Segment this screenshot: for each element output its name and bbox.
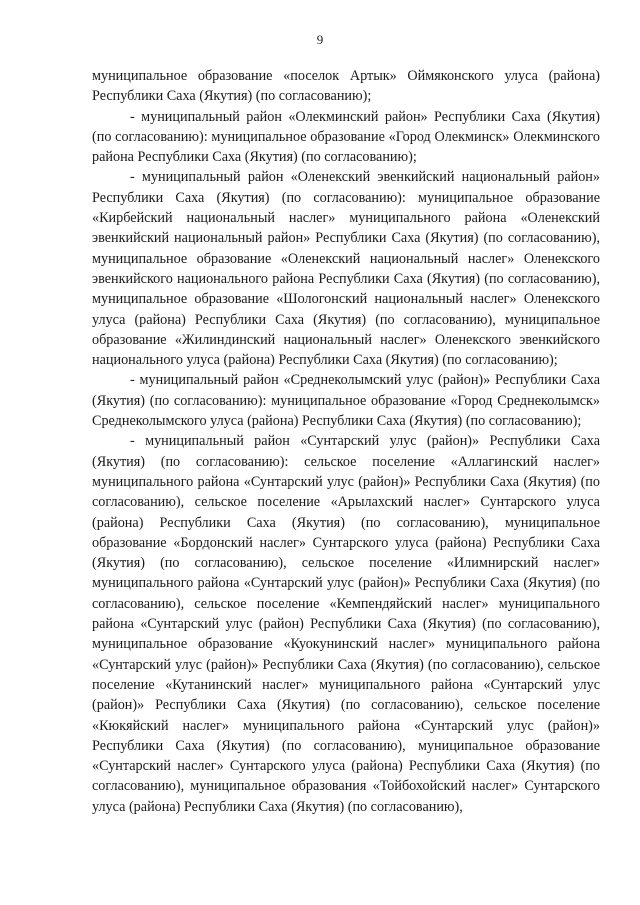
paragraph-oleneksky-district: - муниципальный район «Оленекский эвенкийский национальный район» Республики Саха (Якутия) (по согласованию): муниципальное образование «Кирбейский национальный наслег» муниципального района «Оленекский эвенкийский национальный район» Республики Саха (Якутия) (по согласованию), муниципальное образование «Оленекский национальный наслег» Оленекского эвенкийского национального района Республики Саха (Якутия) (по согласованию), муниципальное образование «Шологонский национальный наслег» Оленекского улуса (района) Республики Саха (Якутия) (по согласованию), муниципальное образование «Жилиндинский национальный наслег» Оленекского эвенкийского национального улуса (района) Республики Саха (Якутия) (по согласованию);: [92, 169, 600, 369]
paragraph-suntarsky-district: - муниципальный район «Сунтарский улус (район)» Республики Саха (Якутия) (по согласованию): сельское поселение «Аллагинский наслег» муниципального района «Сунтарский улус (район)» Республики Саха (Якутия) (по согласованию), сельское поселение «Арылахский наслег» Сунтарского улуса (района) Республики Саха (Якутия) (по согласованию), муниципальное образование «Бордонский наслег» Сунтарского улуса (района) Республики Саха (Якутия) (по согласованию), сельское поселение «Илимнирский наслег» муниципального района «Сунтарский улус (район)» Республики Саха (Якутия) (по согласованию), сельское поселение «Кемпендяйский наслег» муниципального района «Сунтарский улус (район) Республики Саха (Якутия) (по согласованию), муниципальное образование «Куокунинский наслег» муниципального района «Сунтарский улус (район)» Республики Саха (Якутия) (по согласованию), сельское поселение «Кутанинский наслег» муниципального района «Сунтарский улус (район)» Республики Саха (Якутия) (по согласованию), сельское поселение «Кюкяйский наслег» муниципального района «Сунтарский улус (район)» Республики Саха (Якутия) (по согласованию), муниципальное образование «Сунтарский наслег» Сунтарского улуса (района) Республики Саха (Якутия) (по согласованию), муниципальное образования «Тойбохойский наслег» Сунтарского улуса (района) Республики Саха (Якутия) (по согласованию),: [92, 433, 600, 815]
paragraph-artyk-continuation: муниципальное образование «поселок Артык» Оймяконского улуса (района) Республики Саха (Якутия) (по согласованию);: [92, 68, 600, 105]
paragraph-olekminsky-district: - муниципальный район «Олекминский район» Республики Саха (Якутия) (по согласованию): муниципальное образование «Город Олекминск» Олекминского района Республики Саха (Якутия) (по согласованию);: [92, 108, 600, 166]
paragraph-srednekolymsky-district: - муниципальный район «Среднеколымский улус (район)» Республики Саха (Якутия) (по согласованию): муниципальное образование «Город Среднеколымск» Среднеколымского улуса (района) Республики Саха (Якутия) (по согласованию);: [92, 372, 600, 430]
document-body: [92, 66, 600, 817]
page-number: 9: [316, 32, 324, 47]
